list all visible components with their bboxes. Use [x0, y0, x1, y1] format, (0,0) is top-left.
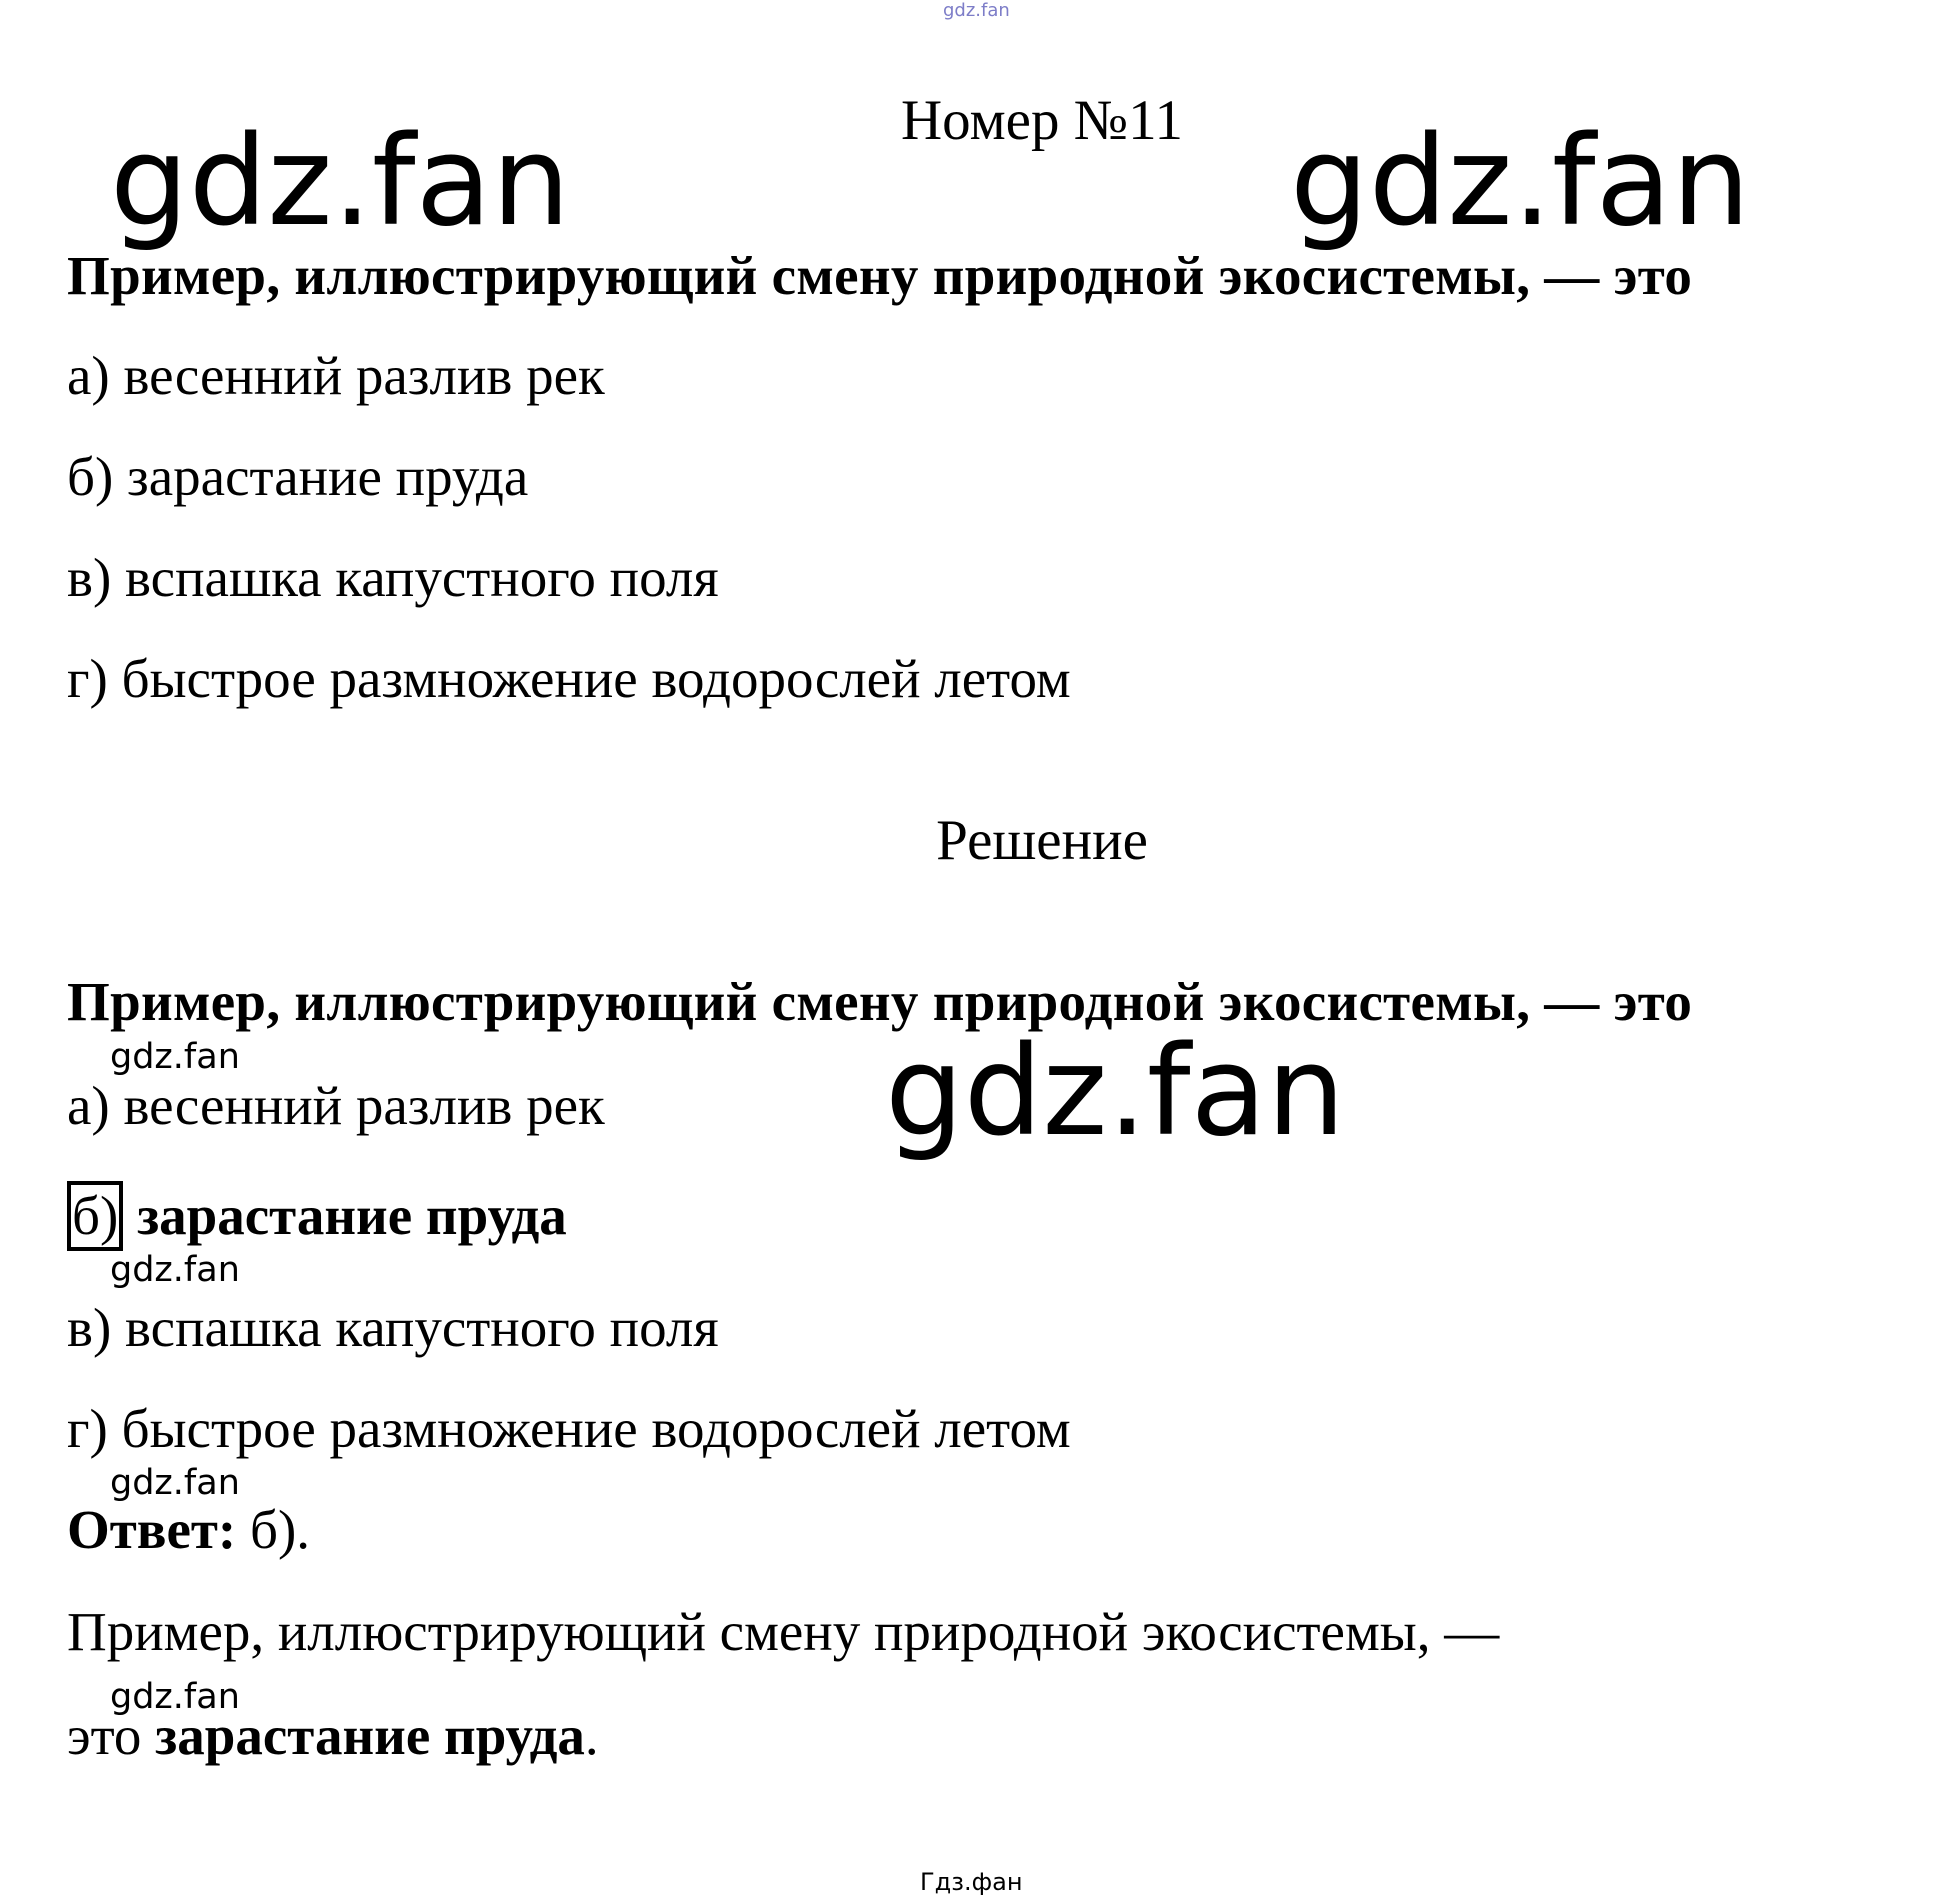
solution-option-c: в) вспашка капустного поля [67, 1297, 719, 1358]
solution-option-d: г) быстрое размножение водорослей летом [67, 1398, 1071, 1459]
explanation-line-2 [67, 1705, 599, 1766]
task-option-a: а) весенний разлив рек [67, 345, 605, 406]
task-option-b: б) зарастание пруда [67, 446, 529, 507]
correct-answer-marker: б) [67, 1181, 123, 1251]
explanation-line-1: Пример, иллюстрирующий смену природной экосистемы, — [67, 1601, 1500, 1662]
explanation-suffix: . [584, 1705, 599, 1766]
watermark-small-3: gdz.fan [110, 1463, 240, 1503]
task-option-c: в) вспашка капустного поля [67, 547, 719, 608]
task-option-d: г) быстрое размножение водорослей летом [67, 648, 1071, 709]
solution-question: Пример, иллюстрирующий смену природной экосистемы, — это [67, 971, 1693, 1032]
solution-option-b [67, 1181, 567, 1251]
explanation-prefix: это [67, 1705, 142, 1766]
answer-value: б). [250, 1499, 311, 1560]
watermark-top: gdz.fan [943, 0, 1010, 21]
answer-line [67, 1499, 311, 1560]
page-title: Номер №11 [901, 89, 1183, 152]
solution-option-a: а) весенний разлив рек [67, 1075, 605, 1136]
correct-answer-text: зарастание пруда [137, 1185, 567, 1246]
task-question: Пример, иллюстрирующий смену природной экосистемы, — это [67, 245, 1693, 306]
watermark-small-1: gdz.fan [110, 1037, 240, 1077]
watermark-small-4: gdz.fan [110, 1677, 240, 1717]
answer-label: Ответ: [67, 1499, 237, 1560]
watermark-footer: Гдз.фан [920, 1868, 1023, 1896]
solution-heading: Решение [936, 809, 1148, 872]
watermark-big-left: gdz.fan [110, 110, 571, 254]
watermark-small-2: gdz.fan [110, 1250, 240, 1290]
explanation-bold: зарастание пруда [155, 1705, 585, 1766]
watermark-big-right: gdz.fan [1290, 110, 1751, 254]
watermark-big-middle: gdz.fan [885, 1020, 1346, 1164]
